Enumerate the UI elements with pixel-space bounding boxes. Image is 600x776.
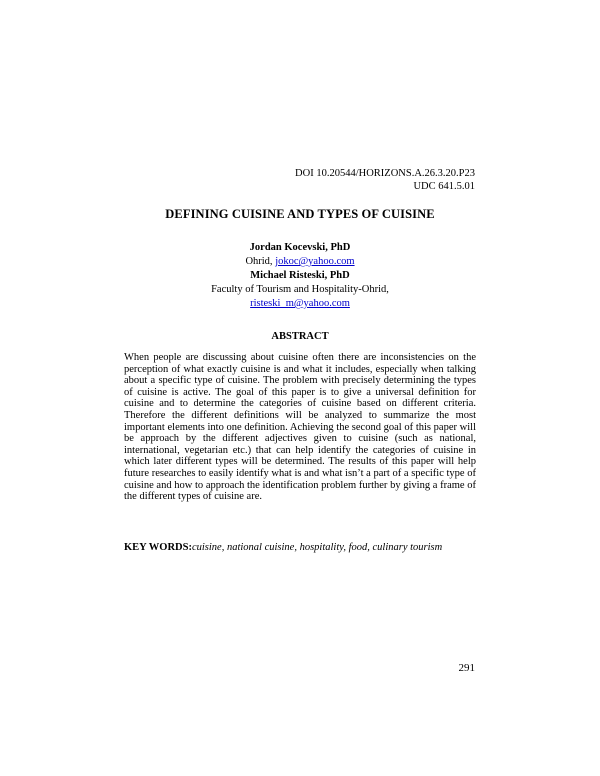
keywords-line: [124, 542, 476, 553]
page-number: 291: [458, 662, 475, 674]
document-identifiers: [295, 167, 475, 193]
author-location-1: Ohrid,: [245, 256, 276, 267]
author-block: [0, 241, 600, 311]
keywords-list: cuisine, national cuisine, hospitality, food, culinary tourism: [191, 542, 443, 553]
abstract-heading: ABSTRACT: [271, 331, 329, 342]
author-affiliation-2: Faculty of Tourism and Hospitality-Ohrid,: [211, 284, 389, 295]
paper-title: DEFINING CUISINE AND TYPES OF CUISINE: [165, 207, 435, 221]
keywords-label: KEY WORDS:: [124, 542, 192, 553]
udc-line: UDC 641.5.01: [413, 181, 475, 192]
author-affiliation-1: [0, 255, 600, 269]
author-email-link-1[interactable]: jokoc@yahoo.com: [275, 256, 355, 267]
author-name-2: Michael Risteski, PhD: [250, 270, 350, 281]
doi-line: DOI 10.20544/HORIZONS.A.26.3.20.P23: [295, 168, 475, 179]
abstract-text: When people are discussing about cuisine often there are inconsistencies on the perception of what exactly cuisine is and what it includes, especially when talking about a specific type of cuisine. The problem with precisely determining the types of cuisine is active. The goal of this paper is to give a universal definition for cuisine and to determine the categories of cuisine based on different criteria. Therefore the different definitions will be analyzed to summarize the most important elements into one definition. Achieving the second goal of this paper will be approach by the different adjectives given to cuisine (such as national, international, vegetarian etc.) that can help identify the categories of cuisine in which later different types will be determined. The results of this paper will help future researches to easily identify what is and what isn’t a part of a specific type of cuisine and how to approach the identification problem further by giving a frame of the different types of cuisine are.: [124, 352, 476, 503]
author-name-1: Jordan Kocevski, PhD: [249, 242, 351, 253]
author-email-link-2[interactable]: risteski_m@yahoo.com: [250, 298, 350, 309]
